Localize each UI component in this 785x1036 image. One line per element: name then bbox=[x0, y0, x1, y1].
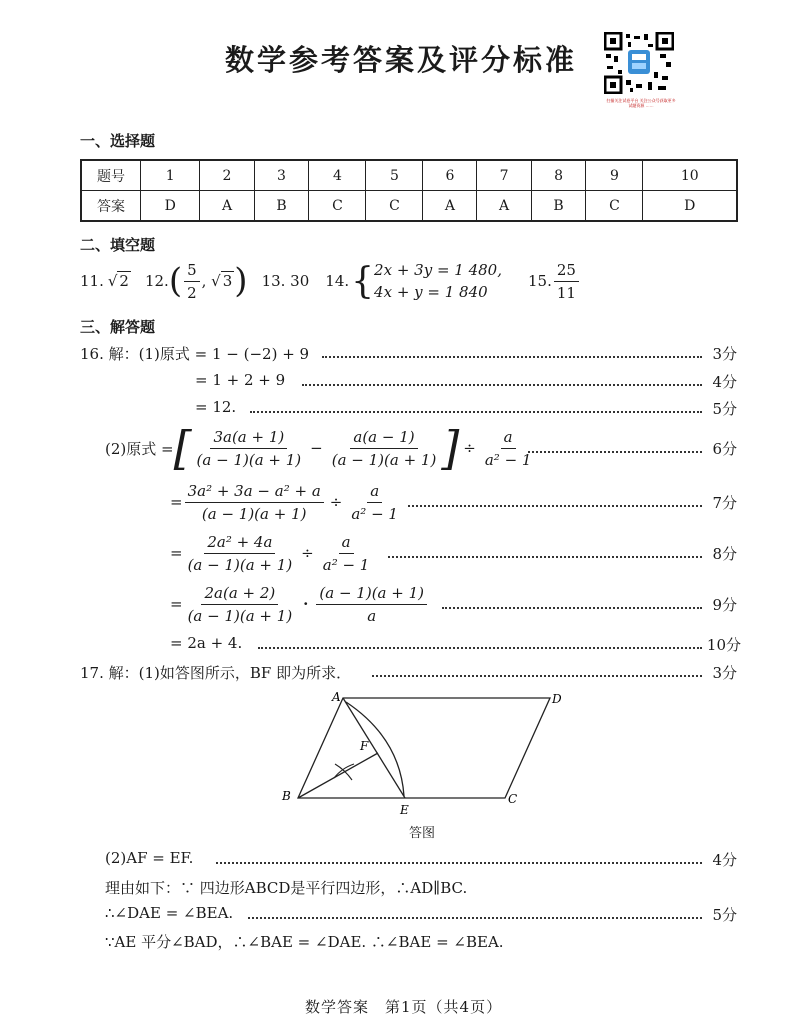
dot-leader bbox=[528, 451, 702, 453]
fill-answers: 11. √ 2 12. ( $\frac{5}{2}$ , √ 3 ) 13. 30 14. { 2x + 3y = 1 480, 4x + y = 1 840 15. $\frac{25}{11}$ bbox=[80, 258, 581, 304]
q16-line-2: = 1 + 2 + 9 bbox=[195, 371, 286, 389]
label-f: F bbox=[360, 739, 369, 753]
score: 7分 bbox=[712, 494, 737, 512]
table-cell: A bbox=[423, 191, 477, 222]
table-cell: A bbox=[200, 191, 254, 222]
row-label: 题号 bbox=[81, 160, 141, 191]
label-e: E bbox=[400, 803, 409, 817]
dot-leader bbox=[248, 917, 702, 919]
label-d: D bbox=[552, 692, 562, 706]
q11-radicand: 2 bbox=[119, 272, 129, 290]
figure-caption: 答图 bbox=[409, 826, 436, 841]
section-heading-choice: 一、选择题 bbox=[80, 132, 156, 150]
q16-line-5: = $\frac{\text{3a² + 3a − a² + a}}{(a - 1)(a + 1)}$ ÷ $\frac{a}{\text{a² − 1}}$ bbox=[170, 481, 398, 523]
table-cell: D bbox=[141, 191, 200, 222]
q11-label: 11. bbox=[80, 272, 104, 290]
score: 6分 bbox=[712, 440, 737, 458]
parallelogram-abcd bbox=[298, 698, 550, 798]
q17-line-2: (2)AF = EF. bbox=[105, 849, 194, 867]
q16-line-6: = $\frac{\text{2a² + 4a}}{(a - 1)(a + 1)}$ ÷ $\frac{a}{\text{a² − 1}}$ bbox=[170, 532, 370, 574]
q17-line-1: 17. 解：(1)如答图所示，BF 即为所求． bbox=[80, 664, 352, 682]
table-cell: D bbox=[643, 191, 737, 222]
q15-label: 15. bbox=[528, 272, 552, 290]
table-cell: 6 bbox=[423, 160, 477, 191]
table-cell: 8 bbox=[531, 160, 586, 191]
q15-fraction: $\frac{25}{11}$ bbox=[554, 261, 579, 302]
label-c: C bbox=[508, 792, 518, 806]
table-row bbox=[81, 160, 737, 191]
score: 8分 bbox=[712, 545, 737, 563]
dot-leader bbox=[442, 607, 702, 609]
row-label: 答案 bbox=[81, 191, 141, 222]
q17-line-5: ∵AE 平分∠BAD，∴∠BAE = ∠DAE. ∴∠BAE = ∠BEA. bbox=[105, 933, 504, 951]
q12-label: 12. bbox=[144, 272, 169, 290]
table-cell: B bbox=[531, 191, 586, 222]
dot-leader bbox=[372, 675, 702, 677]
q16-line-4: (2)原式 = [ $\frac{3a(a + 1)}{(a - 1)(a + 1)}$ − $\frac{a(a - 1)}{(a - 1)(a + 1)}$ ] ÷ $\frac{a}{\text{a² − 1}}$ bbox=[105, 421, 532, 475]
dot-leader bbox=[302, 384, 702, 386]
table-cell: B bbox=[254, 191, 309, 222]
segment-bf bbox=[298, 753, 378, 798]
table-cell: 1 bbox=[141, 160, 200, 191]
q14-eq2: 4x + y = 1 840 bbox=[374, 283, 488, 301]
dot-leader bbox=[408, 505, 702, 507]
table-cell: 5 bbox=[366, 160, 423, 191]
table-cell: A bbox=[477, 191, 531, 222]
parallelogram-figure bbox=[280, 688, 580, 818]
q13-answer: 13. 30 bbox=[261, 272, 310, 290]
qr-note: 扫描关注试卷平台 关注公众号获取更多试题资源 …… bbox=[606, 98, 676, 108]
label-b: B bbox=[282, 789, 291, 803]
q16-line-3: = 12. bbox=[195, 398, 237, 416]
q17-line-3: 理由如下：∵ 四边形ABCD是平行四边形，∴AD∥BC. bbox=[105, 879, 468, 897]
q16-line-7: = $\frac{2a(a + 2)}{(a - 1)(a + 1)}$ · $\frac{(a - 1)(a + 1)}{a}$ bbox=[170, 580, 429, 628]
table-cell: 9 bbox=[586, 160, 643, 191]
dot-leader bbox=[388, 556, 702, 558]
q17-line-4: ∴∠DAE = ∠BEA. bbox=[105, 904, 234, 922]
score: 4分 bbox=[712, 373, 737, 391]
score: 5分 bbox=[712, 400, 737, 418]
table-cell: 4 bbox=[309, 160, 366, 191]
table-cell: C bbox=[309, 191, 366, 222]
label-a: A bbox=[332, 690, 341, 704]
q16-line-1: 16. 解：(1)原式 = 1 − (−2) + 9 bbox=[80, 345, 310, 363]
segment-ae bbox=[343, 698, 405, 798]
score: 3分 bbox=[712, 664, 737, 682]
table-cell: 10 bbox=[643, 160, 737, 191]
table-cell: C bbox=[366, 191, 423, 222]
table-cell: 2 bbox=[200, 160, 254, 191]
q12-radicand: 3 bbox=[222, 272, 233, 290]
table-cell: 3 bbox=[254, 160, 309, 191]
q14-eq1: 2x + 3y = 1 480, bbox=[374, 261, 502, 279]
qr-code-icon bbox=[604, 32, 674, 94]
table-row bbox=[81, 191, 737, 222]
dot-leader bbox=[258, 647, 702, 649]
section-heading-solve: 三、解答题 bbox=[80, 318, 156, 336]
page-title: 数学参考答案及评分标准 bbox=[225, 43, 578, 77]
q14-label: 14. bbox=[325, 272, 350, 290]
page-footer: 数学答案 第1页（共4页） bbox=[305, 998, 503, 1016]
score: 5分 bbox=[712, 906, 737, 924]
q12-fraction: $\frac{5}{2}$ bbox=[184, 261, 200, 302]
score: 3分 bbox=[712, 345, 737, 363]
section-heading-fill: 二、填空题 bbox=[80, 236, 156, 254]
q16-line-8: = 2a + 4. bbox=[170, 634, 243, 652]
dot-leader bbox=[216, 862, 702, 864]
table-cell: C bbox=[586, 191, 643, 222]
table-cell: 7 bbox=[477, 160, 531, 191]
score: 4分 bbox=[712, 851, 737, 869]
dot-leader bbox=[322, 356, 702, 358]
score: 10分 bbox=[706, 636, 741, 654]
score: 9分 bbox=[712, 596, 737, 614]
dot-leader bbox=[250, 411, 702, 413]
answer-table bbox=[80, 159, 738, 222]
